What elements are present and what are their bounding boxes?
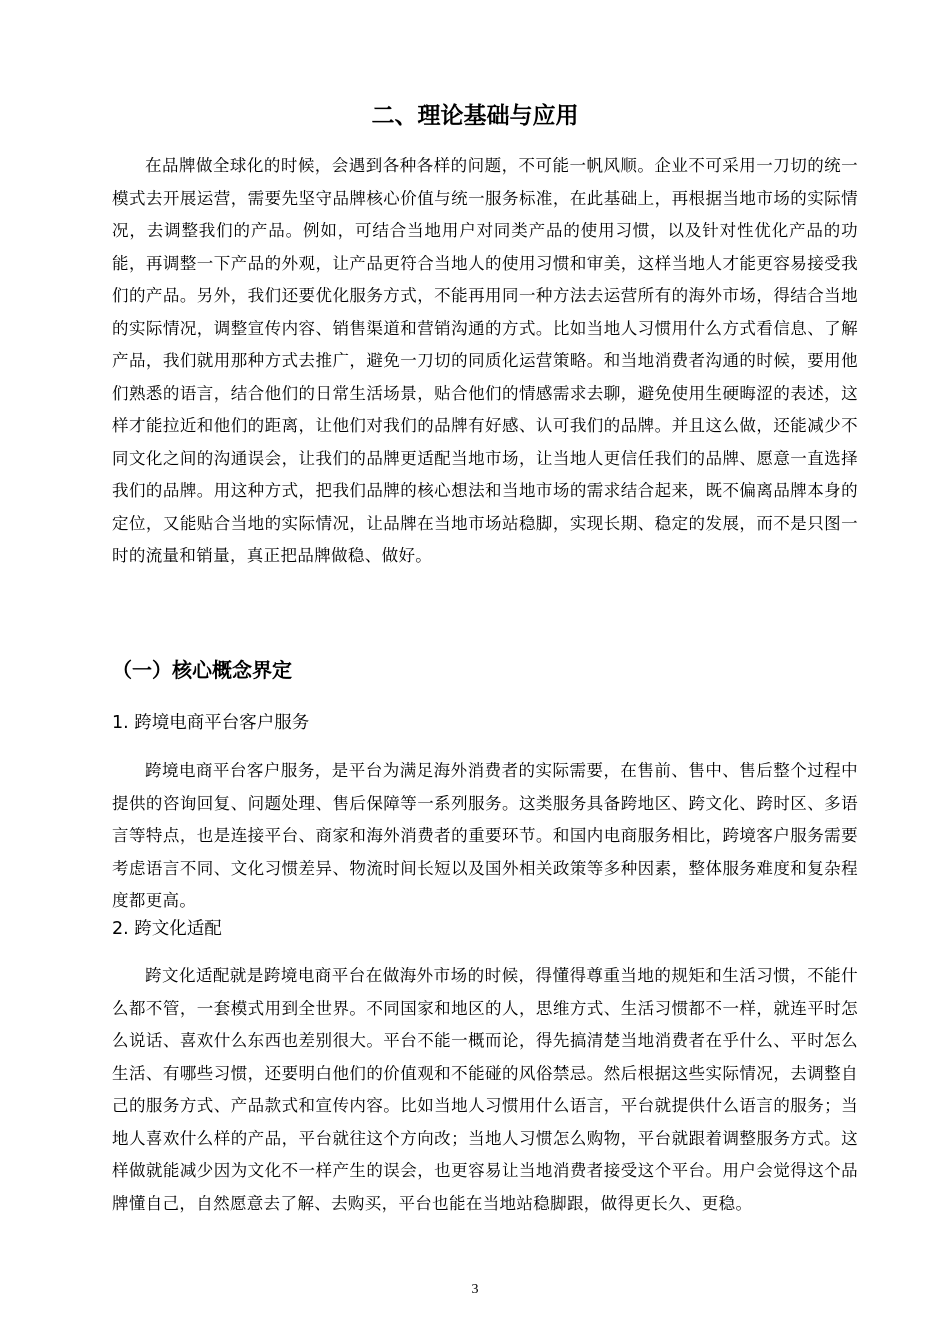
paragraph-cross-cultural: 跨文化适配就是跨境电商平台在做海外市场的时候，得懂得尊重当地的规矩和生活习惯，不能什么都不管，一套模式用到全世界。不同国家和地区的人，思维方式、生活习惯都不一样，就连平时怎么说话、喜欢什么东西也差别很大。平台不能一概而论，得先搞清楚当地消费者在乎什么、平时怎么生活、有哪些习惯，还要明白他们的价值观和不能碰的风俗禁忌。然后根据这些实际情况，去调整自己的服务方式、产品款式和宣传内容。比如当地人习惯用什么语言，平台就提供什么语言的服务；当地人喜欢什么样的产品，平台就往这个方向改；当地人习惯怎么购物，平台就跟着调整服务方式。这样做就能减少因为文化不一样产生的误会，也更容易让当地消费者接受这个平台。用户会觉得这个品牌懂自己，自然愿意去了解、去购买，平台也能在当地站稳脚跟，做得更长久、更稳。 xyxy=(112,966,858,1213)
page-number: 3 xyxy=(471,1282,479,1297)
section-title: （一）核心概念界定 xyxy=(112,658,292,682)
chapter-title: 二、理论基础与应用 xyxy=(371,103,579,129)
subsection-title-customer-service: 1. 跨境电商平台客户服务 xyxy=(112,713,310,733)
subsection-title-cross-cultural: 2. 跨文化适配 xyxy=(112,919,222,939)
paragraph-customer-service: 跨境电商平台客户服务，是平台为满足海外消费者的实际需要，在售前、售中、售后整个过程中提供的咨询回复、问题处理、售后保障等一系列服务。这类服务具备跨地区、跨文化、跨时区、多语言等特点，也是连接平台、商家和海外消费者的重要环节。和国内电商服务相比，跨境客户服务需要考虑语言不同、文化习惯差异、物流时间长短以及国外相关政策等多种因素，整体服务难度和复杂程度都更高。 xyxy=(112,761,858,910)
intro-paragraph: 在品牌做全球化的时候，会遇到各种各样的问题，不可能一帆风顺。企业不可采用一刀切的统一模式去开展运营，需要先坚守品牌核心价值与统一服务标准，在此基础上，再根据当地市场的实际情况，去调整我们的产品。例如，可结合当地用户对同类产品的使用习惯，以及针对性优化产品的功能，再调整一下产品的外观，让产品更符合当地人的使用习惯和审美，这样当地人才能更容易接受我们的产品。另外，我们还要优化服务方式，不能再用同一种方法去运营所有的海外市场，得结合当地的实际情况，调整宣传内容、销售渠道和营销沟通的方式。比如当地人习惯用什么方式看信息、了解产品，我们就用那种方式去推广，避免一刀切的同质化运营策略。和当地消费者沟通的时候，要用他们熟悉的语言，结合他们的日常生活场景，贴合他们的情感需求去聊，避免使用生硬晦涩的表述，这样才能拉近和他们的距离，让他们对我们的品牌有好感、认可我们的品牌。并且这么做，还能减少不同文化之间的沟通误会，让我们的品牌更适配当地市场，让当地人更信任我们的品牌、愿意一直选择我们的品牌。用这种方式，把我们品牌的核心想法和当地市场的需求结合起来，既不偏离品牌本身的定位，又能贴合当地的实际情况，让品牌在当地市场站稳脚，实现长期、稳定的发展，而不是只图一时的流量和销量，真正把品牌做稳、做好。 xyxy=(112,156,858,565)
